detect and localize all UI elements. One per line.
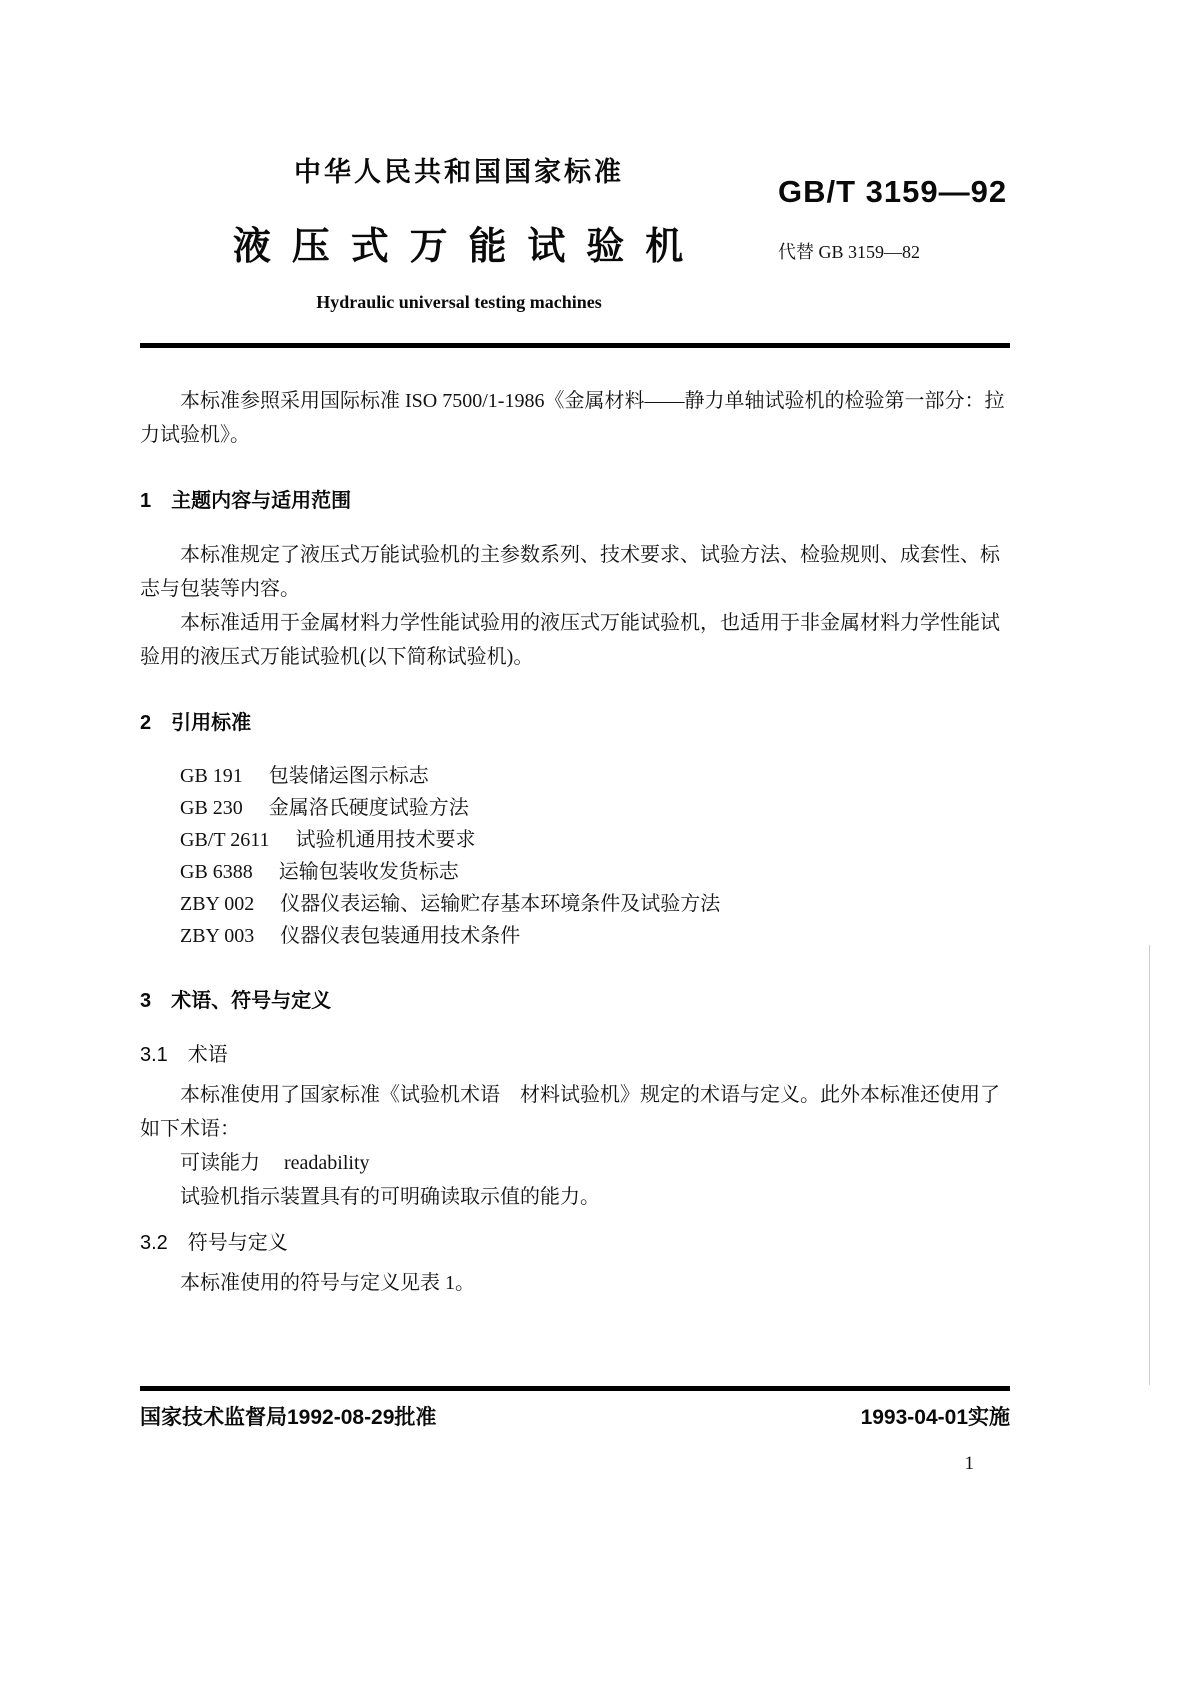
reference-item [180, 888, 1010, 920]
term-definition: 试验机指示装置具有的可明确读取示值的能力。 [180, 1186, 600, 1208]
page-number: 1 [964, 1453, 974, 1474]
section-1-paragraph-2: 本标准适用于金属材料力学性能试验用的液压式万能试验机，也适用于非金属材料力学性能试验用的液压式万能试验机(以下简称试验机)。 [140, 612, 1000, 668]
reference-code: ZBY 003 [180, 925, 255, 947]
document-title-chinese: 液压式万能试验机 [232, 226, 705, 268]
reference-item [180, 856, 1010, 888]
document-footer [140, 1386, 1010, 1475]
section-3-2-heading: 3.2 符号与定义 [140, 1232, 288, 1254]
reference-title: 试验机通用技术要求 [295, 829, 476, 851]
document-body [140, 384, 1010, 1300]
reference-code: GB 6388 [180, 861, 253, 883]
header-title-block [140, 150, 778, 313]
implementation-note: 1993-04-01实施 [860, 1406, 1010, 1429]
reference-item [180, 920, 1010, 952]
section-3-heading: 3 术语、符号与定义 [140, 990, 332, 1012]
reference-code: GB 191 [180, 765, 243, 787]
reference-code: GB 230 [180, 797, 243, 819]
approval-note: 国家技术监督局1992-08-29批准 [140, 1406, 437, 1429]
footer-row [140, 1401, 1010, 1431]
reference-title: 运输包装收发货标志 [278, 861, 459, 883]
header-code-block [778, 150, 1010, 313]
reference-title: 金属洛氏硬度试验方法 [268, 797, 469, 819]
footer-divider [140, 1386, 1010, 1391]
reference-title: 仪器仪表包装通用技术条件 [280, 925, 521, 947]
reference-item [180, 792, 1010, 824]
section-2-heading: 2 引用标准 [140, 712, 252, 734]
header-divider [140, 343, 1010, 348]
reference-item [180, 824, 1010, 856]
reference-item [180, 760, 1010, 792]
reference-code: ZBY 002 [180, 893, 255, 915]
reference-list [140, 760, 1010, 952]
term-chinese: 可读能力 [180, 1152, 260, 1174]
intro-paragraph: 本标准参照采用国际标准 ISO 7500/1-1986《金属材料——静力单轴试验机的检验第一部分：拉力试验机》。 [140, 390, 1005, 446]
national-standard-label: 中华人民共和国国家标准 [294, 157, 624, 187]
reference-code: GB/T 2611 [180, 829, 270, 851]
section-1-heading: 1 主题内容与适用范围 [140, 490, 352, 512]
term-line [140, 1146, 1010, 1180]
section-3-2-paragraph: 本标准使用的符号与定义见表 1。 [180, 1272, 475, 1294]
section-1-paragraph-1: 本标准规定了液压式万能试验机的主参数系列、技术要求、试验方法、检验规则、成套性、标志与包装等内容。 [140, 544, 1000, 600]
section-3-1-paragraph: 本标准使用了国家标准《试验机术语 材料试验机》规定的术语与定义。此外本标准还使用了如下术语： [140, 1084, 1000, 1140]
replaces-note: 代替 GB 3159—82 [778, 242, 921, 262]
term-english: readability [284, 1152, 370, 1174]
standard-code: GB/T 3159—92 [778, 174, 1008, 209]
document-title-english: Hydraulic universal testing machines [316, 292, 602, 312]
scan-artifact-line [1149, 945, 1150, 1385]
document-header [140, 150, 1010, 313]
reference-title: 仪器仪表运输、运输贮存基本环境条件及试验方法 [280, 893, 721, 915]
section-3-1-heading: 3.1 术语 [140, 1044, 228, 1066]
reference-title: 包装储运图示标志 [268, 765, 429, 787]
